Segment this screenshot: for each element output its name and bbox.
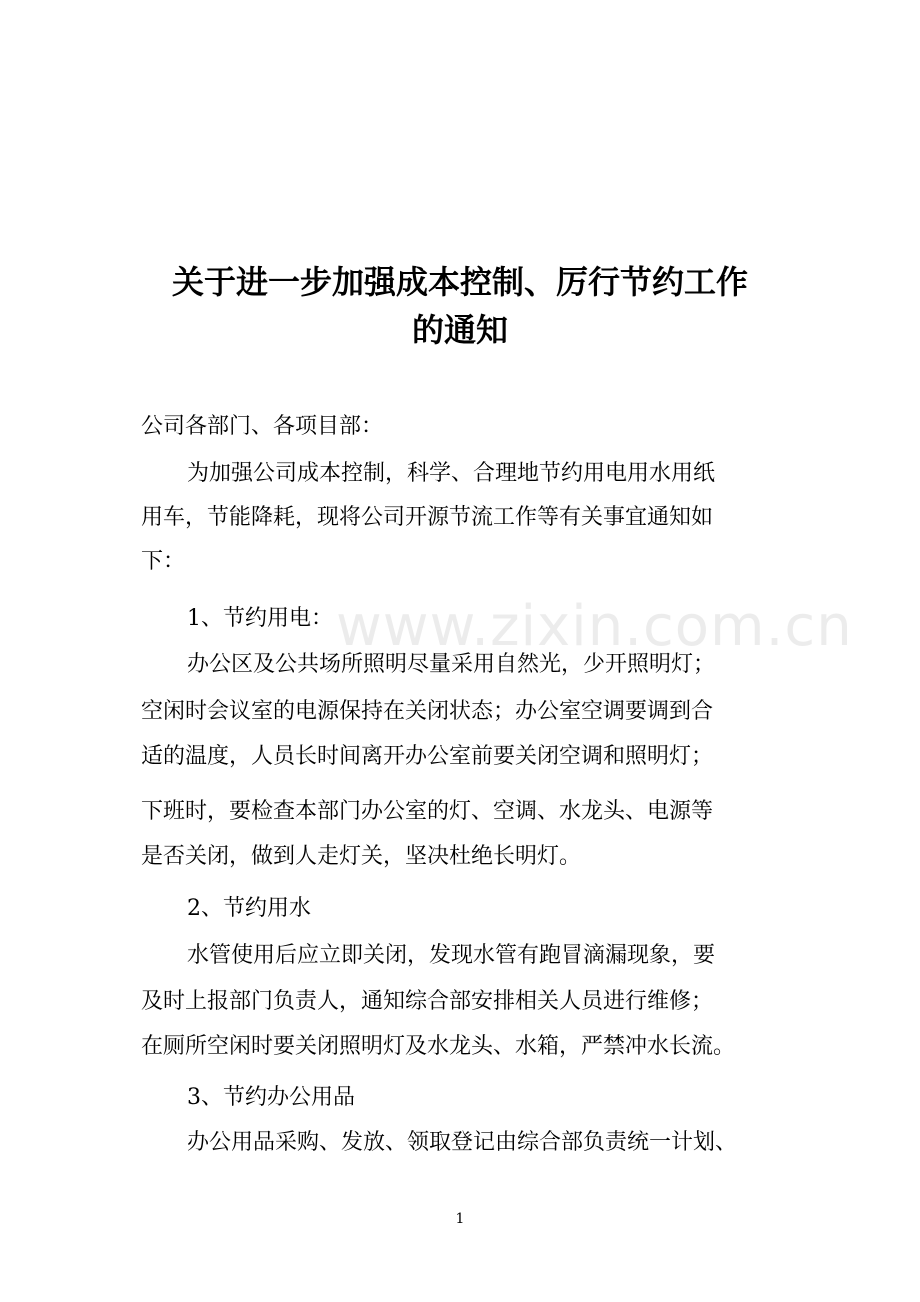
- body-line: 适的温度，人员长时间离开办公室前要关闭空调和照明灯；: [141, 744, 714, 769]
- body-line: 下：: [141, 549, 186, 574]
- body-line: 是否关闭，做到人走灯关，坚决杜绝长明灯。: [141, 844, 582, 869]
- body-line: 为加强公司成本控制，科学、合理地节约用电用水用纸: [187, 461, 716, 486]
- body-line: 空闲时会议室的电源保持在关闭状态；办公室空调要调到合: [141, 699, 714, 724]
- page-number: 1: [455, 1211, 465, 1227]
- watermark-text: www.zixin.com.cn: [336, 594, 853, 659]
- salutation: 公司各部门、各项目部：: [141, 414, 384, 439]
- body-line: 在厕所空闲时要关闭照明灯及水龙头、水箱，严禁冲水长流。: [141, 1034, 736, 1059]
- body-line: 下班时，要检查本部门办公室的灯、空调、水龙头、电源等: [141, 799, 714, 824]
- body-line: 用车，节能降耗，现将公司开源节流工作等有关事宜通知如: [141, 505, 714, 530]
- body-line: 及时上报部门负责人，通知综合部安排相关人员进行维修；: [141, 989, 714, 1014]
- body-line: 办公用品采购、发放、领取登记由综合部负责统一计划、: [187, 1130, 738, 1155]
- body-line: 水管使用后应立即关闭，发现水管有跑冒滴漏现象，要: [187, 943, 716, 968]
- section-heading: 1、节约用电：: [187, 606, 333, 631]
- document-title-line2: 的通知: [411, 311, 508, 349]
- body-line: 办公区及公共场所照明尽量采用自然光，少开照明灯；: [187, 652, 716, 677]
- document-title-line1: 关于进一步加强成本控制、厉行节约工作: [171, 263, 748, 301]
- section-heading: 2、节约用水: [187, 896, 311, 921]
- section-heading: 3、节约办公用品: [187, 1085, 355, 1110]
